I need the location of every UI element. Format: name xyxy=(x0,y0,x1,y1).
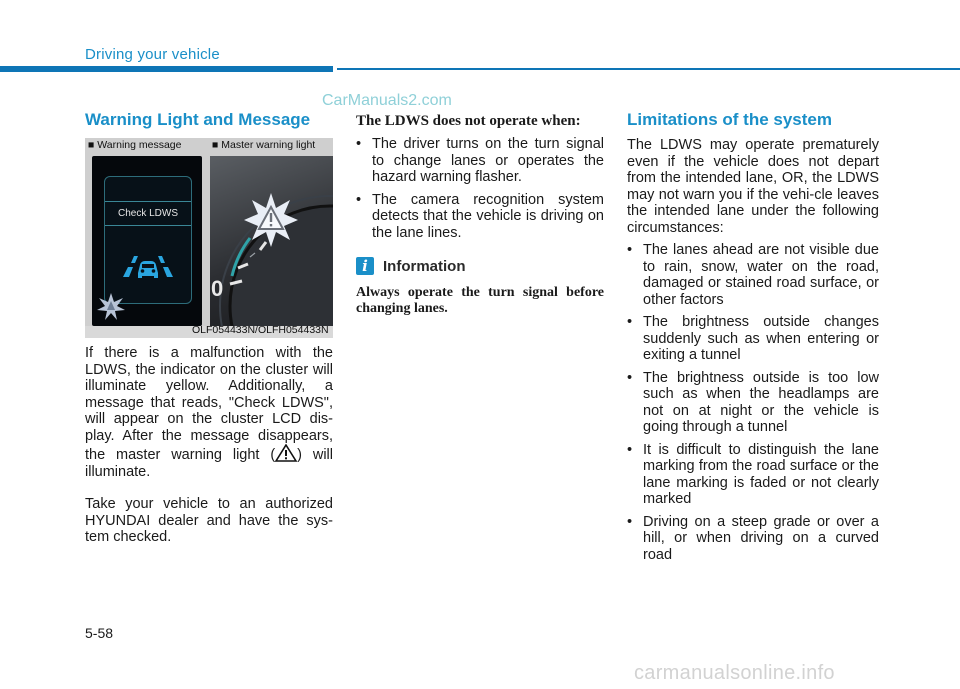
lcd-panel xyxy=(92,156,202,326)
warning-triangle-icon xyxy=(275,444,297,462)
gauge-digit: 0 xyxy=(211,276,224,301)
list-item: • The brightness outside changes suddenly such as when entering or exiting a tunnel xyxy=(627,314,879,363)
left-body xyxy=(85,345,333,546)
ldws-not-operate-heading: The LDWS does not operate when: xyxy=(356,113,581,129)
limitations-title: Limitations of the system xyxy=(627,110,832,129)
list-item: • The driver turns on the turn signal to change lanes or operates the hazard warning flasher. xyxy=(356,136,604,185)
malfunction-paragraph xyxy=(85,345,333,480)
left-column xyxy=(85,110,333,130)
caption-warning-message: ■ Warning message xyxy=(88,139,182,151)
lane-car-icon xyxy=(119,247,177,281)
list-item: • The camera recognition system detects that the vehicle is driving on the lane lines. xyxy=(356,191,604,241)
dealer-paragraph: Take your vehicle to an authorized HYUNDAI dealer and have the sys-tem checked. xyxy=(85,496,333,545)
figure-code: OLF054433N/OLFH054433N xyxy=(192,324,329,336)
information-header xyxy=(356,257,604,275)
gauge-panel xyxy=(210,156,333,326)
list-item: • Driving on a steep grade or over a hill, or when driving on a curved road xyxy=(627,513,879,563)
check-ldws-message: Check LDWS xyxy=(105,201,191,226)
not-operate-list xyxy=(356,136,604,241)
lcd-screen xyxy=(104,176,192,304)
page-number: 5-58 xyxy=(85,625,114,641)
master-warning-icon xyxy=(243,192,299,248)
header-rule xyxy=(337,68,960,70)
limitations-intro: The LDWS may operate prematurely even if the vehicle does not depart from the intended lane, OR, the LDWS may not warn you if the vehi-cle leaves the intended lane under the following circumstances: xyxy=(627,137,879,236)
information-title: Information xyxy=(383,257,466,275)
warning-light-title: Warning Light and Message xyxy=(85,110,311,129)
watermark-bottom: carmanualsonline.info xyxy=(634,662,835,684)
section-header: Driving your vehicle xyxy=(85,46,220,63)
caption-master-warning: ■ Master warning light xyxy=(212,139,316,151)
middle-column xyxy=(356,113,604,317)
list-item: • The brightness outside is too low such as when the headlamps are not on at night or the vehicle is going through a tunnel xyxy=(627,369,879,435)
limitations-list xyxy=(627,242,879,563)
watermark-top: CarManuals2.com xyxy=(322,92,452,109)
malfunction-text-a: If there is a malfunction with the LDWS, the indicator on the cluster will illuminate yellow. Additionally, a message that reads, "Check LDWS", will appear on the cluster LCD dis-play. After the message disappears, the master warning light ( xyxy=(85,345,333,463)
warning-burst-icon xyxy=(96,292,126,322)
malfunction-text-b: ) will illuminate. xyxy=(85,447,333,480)
information-text: Always operate the turn signal before changing lanes. xyxy=(356,285,604,316)
right-column xyxy=(627,110,879,569)
info-icon: i xyxy=(356,257,374,275)
list-item: • The lanes ahead are not visible due to rain, snow, water on the road, damaged or stained road surface, or other factors xyxy=(627,242,879,308)
list-item: • It is difficult to distinguish the lane marking from the road surface or the lane marking is faded or not clearly marked xyxy=(627,441,879,507)
header-bar xyxy=(0,66,333,72)
